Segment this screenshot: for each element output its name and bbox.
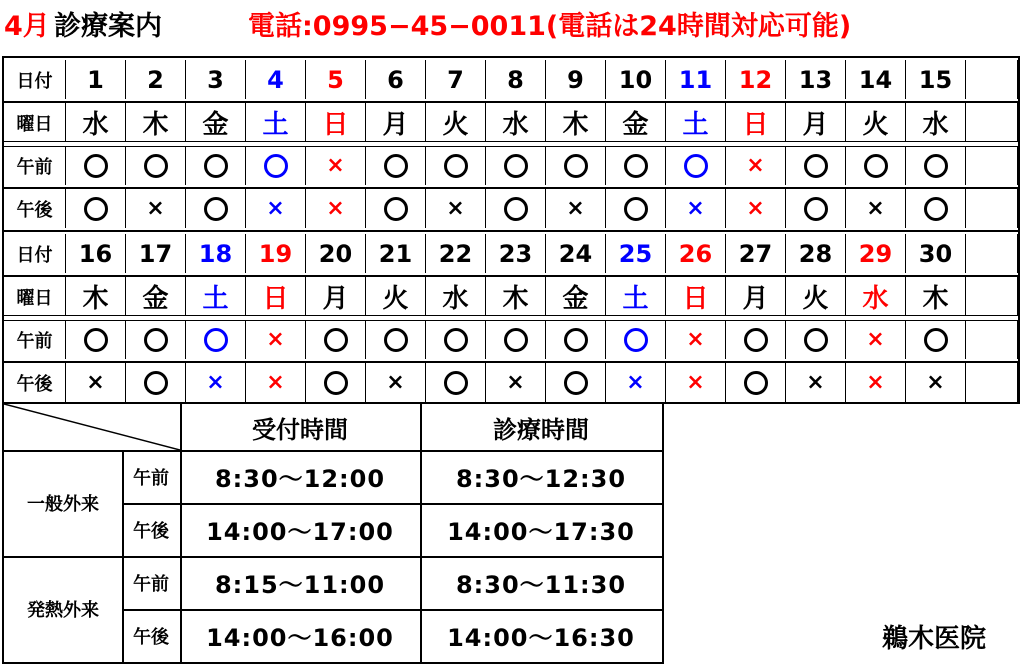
date-cell: 6 — [366, 60, 426, 99]
open-circle-icon — [864, 154, 888, 178]
weekday-cell: 木 — [546, 103, 606, 142]
availability-cell-am — [546, 146, 606, 185]
open-circle-icon — [444, 371, 468, 395]
open-circle-icon — [384, 154, 408, 178]
weekday-cell — [966, 277, 1018, 316]
availability-cell-am — [126, 320, 186, 359]
weekday-cell: 日 — [726, 103, 786, 142]
open-circle-icon — [624, 328, 648, 352]
weekday-cell: 土 — [606, 277, 666, 316]
open-circle-icon — [924, 328, 948, 352]
weekday-cell: 木 — [906, 277, 966, 316]
open-circle-icon — [504, 154, 528, 178]
consultation-time: 8:30〜11:30 — [455, 571, 627, 599]
week-separator — [4, 230, 1018, 232]
open-circle-icon — [204, 328, 228, 352]
availability-cell-am — [306, 320, 366, 359]
open-circle-icon — [384, 328, 408, 352]
open-circle-icon — [684, 154, 708, 178]
availability-cell-pm — [126, 363, 186, 402]
availability-cell-pm — [546, 189, 606, 228]
open-circle-icon — [204, 197, 228, 221]
date-cell: 9 — [546, 60, 606, 99]
date-cell: 3 — [186, 60, 246, 99]
open-circle-icon — [564, 154, 588, 178]
reception-time: 14:00〜16:00 — [206, 624, 394, 652]
open-circle-icon — [384, 197, 408, 221]
closed-cross-icon: × — [326, 153, 345, 178]
closed-cross-icon: × — [686, 370, 705, 395]
weekday-cell: 日 — [306, 103, 366, 142]
session-label: 午後 — [133, 626, 169, 648]
availability-cell-pm — [906, 189, 966, 228]
closed-cross-icon: × — [686, 196, 705, 221]
availability-cell-pm — [366, 189, 426, 228]
date-cell: 24 — [546, 234, 606, 273]
open-circle-icon — [804, 197, 828, 221]
availability-cell-am — [606, 320, 666, 359]
weekday-cell: 水 — [426, 277, 486, 316]
row-label-am: 午前 — [4, 146, 66, 185]
availability-cell-am — [186, 146, 246, 185]
availability-cell-pm — [306, 189, 366, 228]
open-circle-icon — [564, 328, 588, 352]
closed-cross-icon: × — [626, 370, 645, 395]
availability-cell-am — [546, 320, 606, 359]
reception-time: 8:30〜12:00 — [214, 465, 386, 493]
availability-cell-pm — [306, 363, 366, 402]
availability-cell-pm — [666, 363, 726, 402]
open-circle-icon — [744, 371, 768, 395]
weekday-cell: 水 — [906, 103, 966, 142]
session-label: 午前 — [133, 573, 169, 595]
group-label: 一般外来 — [27, 494, 99, 515]
availability-cell-pm — [786, 189, 846, 228]
row-label-date: 日付 — [4, 234, 66, 273]
consultation-time: 8:30〜12:30 — [455, 465, 627, 493]
date-cell: 26 — [666, 234, 726, 273]
open-circle-icon — [924, 154, 948, 178]
column-header-reception: 受付時間 — [252, 415, 348, 444]
availability-cell-am — [726, 146, 786, 185]
date-cell: 15 — [906, 60, 966, 99]
availability-cell-am — [186, 320, 246, 359]
availability-cell-am — [906, 320, 966, 359]
availability-cell-am — [666, 146, 726, 185]
weekday-cell: 金 — [606, 103, 666, 142]
availability-cell-am — [666, 320, 726, 359]
date-cell: 17 — [126, 234, 186, 273]
date-cell: 14 — [846, 60, 906, 99]
consultation-time: 14:00〜17:30 — [447, 518, 635, 546]
open-circle-icon — [84, 154, 108, 178]
availability-cell-pm — [606, 189, 666, 228]
closed-cross-icon: × — [266, 327, 285, 352]
date-cell — [966, 60, 1018, 99]
availability-cell-am — [426, 146, 486, 185]
availability-cell-pm — [126, 189, 186, 228]
date-cell: 13 — [786, 60, 846, 99]
date-cell: 10 — [606, 60, 666, 99]
weekday-cell: 火 — [426, 103, 486, 142]
open-circle-icon — [504, 197, 528, 221]
closed-cross-icon: × — [146, 196, 165, 221]
closed-cross-icon: × — [326, 196, 345, 221]
availability-cell-pm — [246, 363, 306, 402]
availability-cell-pm — [726, 363, 786, 402]
month-label: 4月 — [4, 11, 50, 42]
weekday-cell: 月 — [726, 277, 786, 316]
open-circle-icon — [924, 197, 948, 221]
availability-cell-am — [726, 320, 786, 359]
availability-cell-am — [486, 320, 546, 359]
availability-cell-am — [66, 146, 126, 185]
open-circle-icon — [444, 154, 468, 178]
date-cell: 12 — [726, 60, 786, 99]
availability-cell-am — [426, 320, 486, 359]
availability-cell-am — [126, 146, 186, 185]
reception-time: 14:00〜17:00 — [206, 518, 394, 546]
availability-cell-am — [606, 146, 666, 185]
weekday-cell: 木 — [126, 103, 186, 142]
closed-cross-icon: × — [266, 370, 285, 395]
availability-cell-pm — [666, 189, 726, 228]
availability-cell-am — [306, 146, 366, 185]
open-circle-icon — [204, 154, 228, 178]
closed-cross-icon: × — [566, 196, 585, 221]
closed-cross-icon: × — [866, 327, 885, 352]
date-cell: 1 — [66, 60, 126, 99]
weekday-cell: 金 — [546, 277, 606, 316]
date-cell: 18 — [186, 234, 246, 273]
availability-cell-am — [966, 146, 1018, 185]
date-cell: 2 — [126, 60, 186, 99]
closed-cross-icon: × — [866, 370, 885, 395]
weekday-cell: 日 — [246, 277, 306, 316]
closed-cross-icon: × — [446, 196, 465, 221]
date-cell: 20 — [306, 234, 366, 273]
weekday-cell: 月 — [786, 103, 846, 142]
availability-cell-pm — [426, 363, 486, 402]
open-circle-icon — [624, 197, 648, 221]
closed-cross-icon: × — [806, 370, 825, 395]
open-circle-icon — [564, 371, 588, 395]
availability-cell-am — [486, 146, 546, 185]
hours-table — [2, 402, 664, 664]
date-cell: 4 — [246, 60, 306, 99]
availability-cell-am — [366, 320, 426, 359]
row-label-date: 日付 — [4, 60, 66, 99]
column-header-consultation: 診療時間 — [493, 415, 589, 444]
open-circle-icon — [144, 371, 168, 395]
date-cell: 29 — [846, 234, 906, 273]
weekday-cell: 日 — [666, 277, 726, 316]
weekday-cell: 火 — [366, 277, 426, 316]
date-cell: 27 — [726, 234, 786, 273]
open-circle-icon — [324, 371, 348, 395]
weekday-cell: 土 — [666, 103, 726, 142]
row-label-weekday: 曜日 — [4, 277, 66, 316]
date-cell: 11 — [666, 60, 726, 99]
open-circle-icon — [804, 328, 828, 352]
calendar-table — [2, 56, 1020, 404]
availability-cell-am — [66, 320, 126, 359]
date-cell: 23 — [486, 234, 546, 273]
page-title: 診療案内 — [54, 11, 162, 42]
weekday-cell: 土 — [246, 103, 306, 142]
closed-cross-icon: × — [386, 370, 405, 395]
availability-cell-pm — [966, 363, 1018, 402]
weekday-cell: 月 — [306, 277, 366, 316]
availability-cell-pm — [606, 363, 666, 402]
closed-cross-icon: × — [926, 370, 945, 395]
session-label: 午後 — [133, 520, 169, 542]
open-circle-icon — [144, 328, 168, 352]
availability-cell-am — [786, 320, 846, 359]
open-circle-icon — [324, 328, 348, 352]
date-cell — [966, 234, 1018, 273]
clinic-name: 鵜木医院 — [882, 624, 987, 654]
closed-cross-icon: × — [686, 327, 705, 352]
group-label: 発熱外来 — [27, 600, 99, 621]
weekday-cell: 木 — [486, 277, 546, 316]
weekday-cell: 月 — [366, 103, 426, 142]
availability-cell-pm — [186, 189, 246, 228]
open-circle-icon — [264, 154, 288, 178]
availability-cell-pm — [546, 363, 606, 402]
open-circle-icon — [504, 328, 528, 352]
open-circle-icon — [624, 154, 648, 178]
consultation-time: 14:00〜16:30 — [447, 624, 635, 652]
header — [0, 0, 1024, 50]
date-cell: 5 — [306, 60, 366, 99]
open-circle-icon — [804, 154, 828, 178]
availability-cell-pm — [486, 363, 546, 402]
weekday-cell: 金 — [126, 277, 186, 316]
availability-cell-am — [846, 146, 906, 185]
date-cell: 25 — [606, 234, 666, 273]
closed-cross-icon: × — [266, 196, 285, 221]
availability-cell-pm — [906, 363, 966, 402]
open-circle-icon — [144, 154, 168, 178]
reception-time: 8:15〜11:00 — [214, 571, 386, 599]
availability-cell-pm — [486, 189, 546, 228]
closed-cross-icon: × — [746, 196, 765, 221]
open-circle-icon — [744, 328, 768, 352]
availability-cell-pm — [66, 363, 126, 402]
date-cell: 8 — [486, 60, 546, 99]
date-cell: 22 — [426, 234, 486, 273]
weekday-cell: 土 — [186, 277, 246, 316]
date-cell: 16 — [66, 234, 126, 273]
phone-number: 電話:0995−45−0011(電話は24時間対応可能) — [248, 11, 852, 42]
weekday-cell: 水 — [486, 103, 546, 142]
availability-cell-pm — [786, 363, 846, 402]
weekday-cell: 水 — [66, 103, 126, 142]
availability-cell-am — [786, 146, 846, 185]
row-label-pm: 午後 — [4, 189, 66, 228]
availability-cell-pm — [966, 189, 1018, 228]
availability-cell-pm — [246, 189, 306, 228]
weekday-cell: 火 — [786, 277, 846, 316]
availability-cell-pm — [726, 189, 786, 228]
closed-cross-icon: × — [86, 370, 105, 395]
row-label-weekday: 曜日 — [4, 103, 66, 142]
weekday-cell — [966, 103, 1018, 142]
open-circle-icon — [84, 197, 108, 221]
header-diagonal — [4, 404, 180, 450]
weekday-cell: 火 — [846, 103, 906, 142]
availability-cell-pm — [66, 189, 126, 228]
weekday-cell: 金 — [186, 103, 246, 142]
date-cell: 30 — [906, 234, 966, 273]
open-circle-icon — [84, 328, 108, 352]
availability-cell-am — [246, 320, 306, 359]
availability-cell-am — [246, 146, 306, 185]
weekday-cell: 木 — [66, 277, 126, 316]
date-cell: 28 — [786, 234, 846, 273]
closed-cross-icon: × — [206, 370, 225, 395]
availability-cell-am — [846, 320, 906, 359]
availability-cell-am — [906, 146, 966, 185]
date-cell: 19 — [246, 234, 306, 273]
row-label-pm: 午後 — [4, 363, 66, 402]
availability-cell-pm — [846, 189, 906, 228]
availability-cell-pm — [186, 363, 246, 402]
availability-cell-pm — [366, 363, 426, 402]
availability-cell-pm — [846, 363, 906, 402]
date-cell: 7 — [426, 60, 486, 99]
weekday-cell: 水 — [846, 277, 906, 316]
closed-cross-icon: × — [866, 196, 885, 221]
availability-cell-pm — [426, 189, 486, 228]
closed-cross-icon: × — [506, 370, 525, 395]
row-label-am: 午前 — [4, 320, 66, 359]
date-cell: 21 — [366, 234, 426, 273]
open-circle-icon — [444, 328, 468, 352]
closed-cross-icon: × — [746, 153, 765, 178]
availability-cell-am — [966, 320, 1018, 359]
availability-cell-am — [366, 146, 426, 185]
session-label: 午前 — [133, 467, 169, 489]
